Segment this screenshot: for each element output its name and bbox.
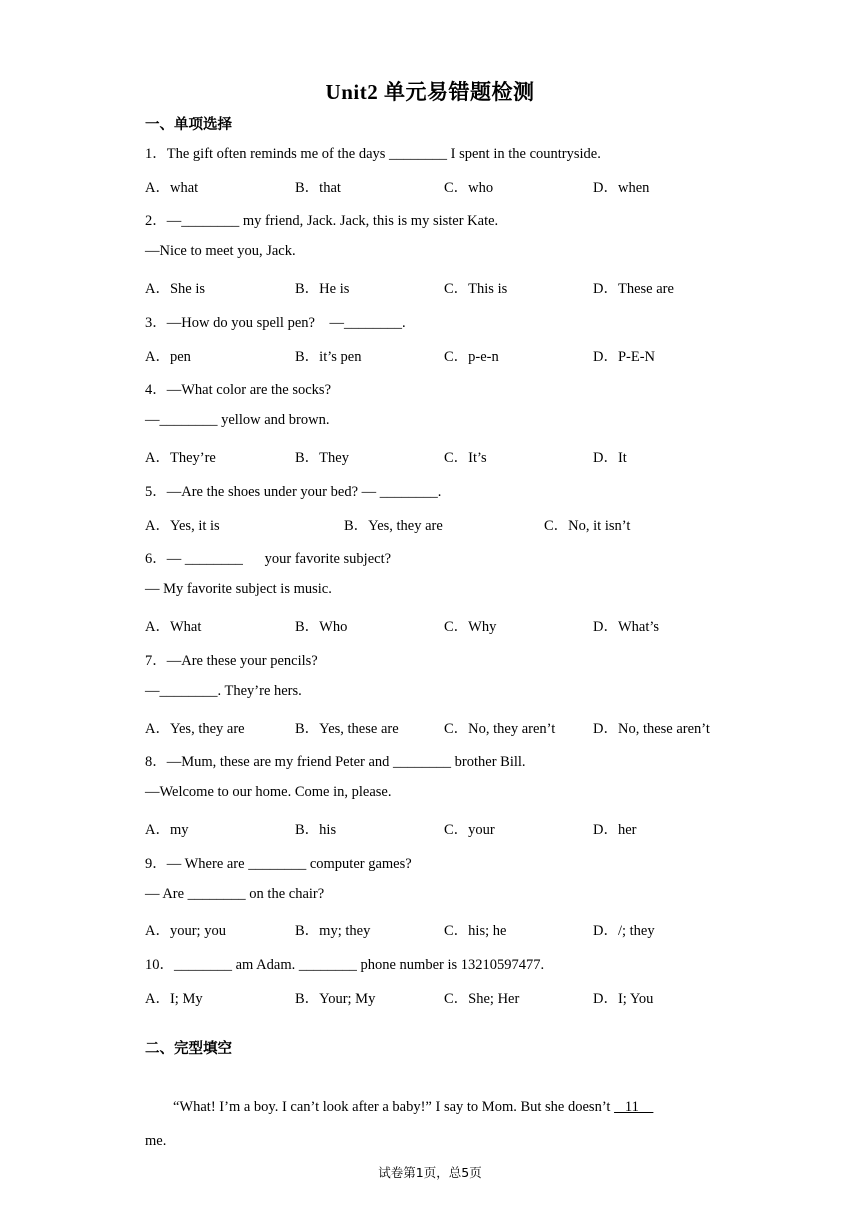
option-c: C．No, they aren’t — [444, 721, 556, 737]
page-title: Unit2 单元易错题检测 — [325, 80, 535, 104]
question-6-options — [145, 615, 765, 635]
question-2-stem: 2．—________ my friend, Jack. Jack, this is my sister Kate. — [145, 213, 499, 229]
question-2-options — [145, 277, 765, 297]
option-c: C．your — [444, 822, 495, 838]
option-c: C．Why — [444, 619, 497, 635]
cloze-passage-line-2: me. — [145, 1133, 167, 1149]
question-2-reply: —Nice to meet you, Jack. — [145, 243, 296, 259]
option-a: A．They’re — [145, 450, 216, 466]
option-a: A．What — [145, 619, 202, 635]
option-a: A．pen — [145, 349, 191, 365]
option-b: B．my; they — [295, 923, 371, 939]
question-7-stem: 7．—Are these your pencils? — [145, 653, 318, 669]
option-b: B．that — [295, 180, 341, 196]
option-a: A．I; My — [145, 991, 203, 1007]
question-6-stem: 6．— ________ your favorite subject? — [145, 551, 392, 567]
question-10-options — [145, 987, 765, 1007]
option-b: B．Who — [295, 619, 348, 635]
option-d: D．/; they — [593, 923, 655, 939]
cloze-passage-line-1 — [173, 1099, 653, 1116]
option-a: A．Yes, they are — [145, 721, 245, 737]
option-c: C．his; he — [444, 923, 507, 939]
option-d: D．P-E-N — [593, 349, 656, 365]
option-b: B．They — [295, 450, 349, 466]
option-b: B．He is — [295, 281, 350, 297]
question-9-options — [145, 919, 765, 939]
option-b: B．Yes, these are — [295, 721, 399, 737]
option-c: C．She; Her — [444, 991, 520, 1007]
option-a: A．what — [145, 180, 199, 196]
question-5-stem: 5．—Are the shoes under your bed? — ________. — [145, 484, 442, 500]
option-d: D．I; You — [593, 991, 654, 1007]
option-a: A．your; you — [145, 923, 226, 939]
option-a: A．Yes, it is — [145, 518, 220, 534]
option-d: D．her — [593, 822, 637, 838]
passage-text: “What! I’m a boy. I can’t look after a baby!” I say to Mom. But she doesn’t — [173, 1099, 615, 1115]
question-9-reply: — Are ________ on the chair? — [145, 886, 325, 902]
question-4-reply: —________ yellow and brown. — [145, 412, 330, 428]
question-7-options — [145, 717, 765, 737]
question-8-reply: —Welcome to our home. Come in, please. — [145, 784, 392, 800]
question-4-options — [145, 446, 765, 466]
question-8-stem: 8．—Mum, these are my friend Peter and ________ brother Bill. — [145, 754, 526, 770]
option-b: B．it’s pen — [295, 349, 362, 365]
question-1-stem: 1．The gift often reminds me of the days ________ I spent in the countryside. — [145, 146, 601, 162]
section-heading-single-choice: 一、单项选择 — [145, 117, 232, 133]
question-5-options — [145, 514, 765, 534]
cloze-blank-11: 11 — [614, 1099, 654, 1115]
question-1-options — [145, 176, 765, 196]
question-10-stem: 10．________ am Adam. ________ phone number is 13210597477. — [145, 957, 545, 973]
section-heading-cloze: 二、完型填空 — [145, 1041, 232, 1057]
option-d: D．What’s — [593, 619, 660, 635]
option-c: C．This is — [444, 281, 508, 297]
question-3-stem: 3．—How do you spell pen? —________. — [145, 315, 406, 331]
option-c: C．No, it isn’t — [544, 518, 631, 534]
option-d: D．when — [593, 180, 650, 196]
option-c: C．It’s — [444, 450, 487, 466]
option-a: A．She is — [145, 281, 206, 297]
option-d: D．No, these aren’t — [593, 721, 710, 737]
option-b: B．Yes, they are — [344, 518, 443, 534]
question-7-reply: —________. They’re hers. — [145, 683, 302, 699]
option-d: D．These are — [593, 281, 674, 297]
question-3-options — [145, 345, 765, 365]
option-b: B．Your; My — [295, 991, 376, 1007]
option-b: B．his — [295, 822, 337, 838]
page-footer: 试卷第1页，总5页 — [378, 1165, 482, 1180]
question-8-options — [145, 818, 765, 838]
option-c: C．p-e-n — [444, 349, 499, 365]
option-a: A．my — [145, 822, 189, 838]
question-6-reply: — My favorite subject is music. — [145, 581, 332, 597]
option-d: D．It — [593, 450, 627, 466]
question-9-stem: 9．— Where are ________ computer games? — [145, 856, 412, 872]
option-c: C．who — [444, 180, 494, 196]
question-4-stem: 4．—What color are the socks? — [145, 382, 332, 398]
